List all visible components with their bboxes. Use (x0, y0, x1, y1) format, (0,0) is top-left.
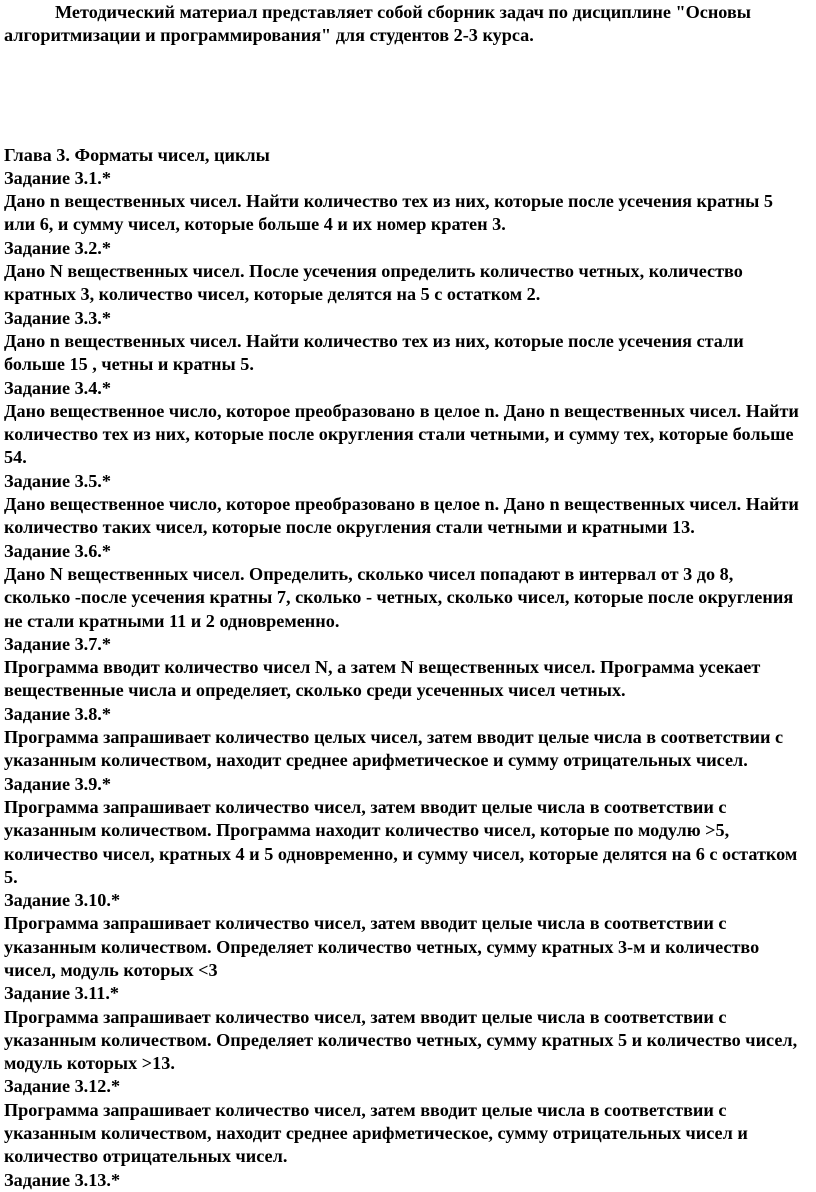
task-title: Задание 3.9.* (4, 773, 111, 794)
task-title: Задание 3.8.* (4, 703, 111, 724)
task-item (4, 470, 804, 540)
task-title: Задание 3.11.* (4, 983, 120, 1004)
task-title: Задание 3.6.* (4, 540, 111, 561)
task-text: Дано вещественное число, которое преобразовано в целое n. Дано n вещественных чисел. Найти количество тех из них, которые после округления стали четными, и сумму тех, которые больше 54. (4, 400, 799, 468)
task-text: Программа запрашивает количество чисел, затем вводит целые числа в соответствии с указанным количеством. Определяет количество четных, сумму кратных 5 и количество чисел, модуль которых >13. (4, 1006, 798, 1074)
task-title: Задание 3.2.* (4, 237, 111, 258)
task-list (4, 167, 804, 1192)
task-text: Программа запрашивает количество чисел, затем вводит целые числа в соответствии с указанным количеством. Программа находит количество чисел, которые по модулю >5, количество чисел, кратных 4 и 5 одновременно, и сумму чисел, которые делятся на 6 с остатком 5. (4, 796, 798, 887)
task-title: Задание 3.3.* (4, 307, 111, 328)
task-item (4, 773, 804, 889)
task-item (4, 1075, 804, 1168)
task-item (4, 703, 804, 773)
task-text: Дано n вещественных чисел. Найти количество тех из них, которые после усечения стали больше 15 , четны и кратны 5. (4, 330, 744, 375)
task-item (4, 889, 804, 982)
task-text: Программа вводит количество чисел N, а затем N вещественных чисел. Программа усекает вещественные числа и определяет, сколько среди усеченных чисел четных. (4, 657, 761, 701)
task-text: Дано N вещественных чисел. После усечения определить количество четных, количество кратных 3, количество чисел, которые делятся на 5 с остатком 2. (4, 261, 743, 305)
task-text: Программа запрашивает количество чисел, затем вводит целые числа в соответствии с указанным количеством. Определяет количество четных, сумму кратных 3-м и количество чисел, модуль которых <3 (4, 913, 760, 980)
task-text: Дано вещественное число, которое преобразовано в целое n. Дано n вещественных чисел. Найти количество таких чисел, которые после округления стали четными и кратными 13. (4, 494, 799, 538)
task-title: Задание 3.7.* (4, 633, 111, 654)
task-item (4, 307, 804, 377)
task-text: Дано n вещественных чисел. Найти количество тех из них, которые после усечения кратны 5 или 6, и сумму чисел, которые больше 4 и их номер кратен 3. (4, 191, 774, 235)
task-title: Задание 3.13.* (4, 1169, 121, 1190)
task-text: Дано N вещественных чисел. Определить, сколько чисел попадают в интервал от 3 до 8, сколько -после усечения кратны 7, сколько - четных, сколько чисел, которые после округления не стали кратными 11 и 2 одновременно. (4, 563, 794, 631)
task-text: Программа запрашивает количество целых чисел, затем вводит целые числа в соответствии с указанным количеством, находит среднее арифметическое и сумму отрицательных чисел. (4, 727, 784, 771)
task-title: Задание 3.12.* (4, 1076, 121, 1097)
task-item (4, 1169, 804, 1192)
task-title: Задание 3.5.* (4, 470, 111, 491)
task-title: Задание 3.4.* (4, 377, 111, 398)
task-item (4, 633, 804, 703)
task-title: Задание 3.10.* (4, 890, 121, 911)
task-item (4, 237, 804, 307)
task-title: Задание 3.1.* (4, 167, 111, 188)
task-item (4, 377, 804, 470)
task-item (4, 167, 804, 237)
task-item (4, 540, 804, 633)
task-item (4, 982, 804, 1075)
chapter-title: Глава 3. Форматы чисел, циклы (4, 144, 270, 165)
intro-paragraph: Методический материал представляет собой сборник задач по дисциплине "Основы алгоритмизации и программирования" для студентов 2-3 курса. (4, 2, 751, 46)
blank-space (4, 48, 804, 144)
task-text: Программа запрашивает количество чисел, затем вводит целые числа в соответствии с указанным количеством, находит среднее арифметическое, сумму отрицательных чисел и количество отрицательных чисел. (4, 1099, 748, 1167)
